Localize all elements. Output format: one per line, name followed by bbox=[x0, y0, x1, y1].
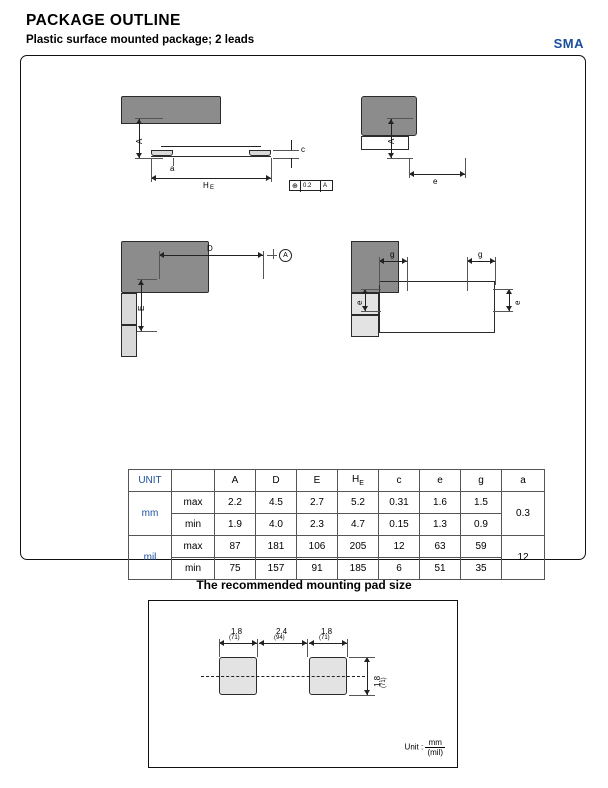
cell-mm-min-D: 4.0 bbox=[256, 514, 297, 536]
mount-dim-1-mil: (71) bbox=[229, 635, 240, 641]
cell-mil-max-g: 59 bbox=[461, 536, 502, 558]
dim-label-E: E bbox=[137, 305, 146, 311]
table-header-row bbox=[129, 470, 545, 492]
cell-mil-min-HE: 185 bbox=[338, 558, 379, 580]
unit-note-label: Unit : bbox=[404, 742, 424, 752]
table-row bbox=[129, 514, 545, 536]
col-HE bbox=[338, 470, 379, 492]
page-subtitle: Plastic surface mounted package; 2 leads bbox=[26, 34, 255, 46]
mount-dim-3-mil: (71) bbox=[319, 635, 330, 641]
end-view-drawing bbox=[361, 96, 501, 206]
cell-mm-max-A: 2.2 bbox=[215, 492, 256, 514]
side-view-drawing bbox=[121, 96, 328, 206]
dim-label-a: a bbox=[170, 164, 175, 173]
row-label-min-mm: min bbox=[172, 514, 215, 536]
dim-label-e-end: e bbox=[433, 177, 438, 186]
cell-mm-min-HE: 4.7 bbox=[338, 514, 379, 536]
mount-vert-dim-mm: 1.8 bbox=[373, 675, 382, 687]
bottom-view-pad-right bbox=[351, 315, 379, 337]
cell-mil-min-g: 35 bbox=[461, 558, 502, 580]
cell-mil-min-e: 51 bbox=[420, 558, 461, 580]
plan-view-drawing bbox=[121, 241, 311, 351]
col-HE-sub: E bbox=[359, 480, 364, 487]
dim-label-g-right: g bbox=[478, 250, 483, 259]
mount-dim-row bbox=[149, 601, 459, 661]
table-row bbox=[129, 558, 545, 580]
mount-dim-2-mm: 2.4 bbox=[276, 627, 288, 636]
cell-mil-max-D: 181 bbox=[256, 536, 297, 558]
unit-note bbox=[405, 738, 445, 757]
cell-mil-max-e: 63 bbox=[420, 536, 461, 558]
side-view-leadframe bbox=[151, 146, 271, 158]
bottom-view-outline bbox=[379, 281, 495, 333]
page-title: PACKAGE OUTLINE bbox=[26, 12, 181, 29]
dim-label-g-left: g bbox=[390, 250, 395, 259]
col-HE-main: H bbox=[352, 474, 360, 485]
mounting-pad-title: The recommended mounting pad size bbox=[196, 578, 412, 592]
col-c: c bbox=[379, 470, 420, 492]
col-blank bbox=[172, 470, 215, 492]
table-row bbox=[129, 492, 545, 514]
cell-mm-max-D: 4.5 bbox=[256, 492, 297, 514]
cell-mil-min-E: 91 bbox=[297, 558, 338, 580]
cell-mm-max-c: 0.31 bbox=[379, 492, 420, 514]
col-unit: UNIT bbox=[129, 470, 172, 492]
row-unit-mil: mil bbox=[129, 536, 172, 580]
dim-HE-line bbox=[151, 178, 271, 179]
row-unit-mm: mm bbox=[129, 492, 172, 536]
row-label-min-mil: min bbox=[172, 558, 215, 580]
unit-note-fraction bbox=[425, 738, 445, 757]
mounting-pad-box bbox=[148, 600, 458, 768]
package-code-label: SMA bbox=[553, 36, 584, 51]
tolerance-datum: A bbox=[323, 183, 328, 189]
cell-mm-min-g: 0.9 bbox=[461, 514, 502, 536]
datum-A-marker: A bbox=[279, 249, 292, 262]
cell-mil-max-HE: 205 bbox=[338, 536, 379, 558]
cell-mil-a: 12 bbox=[502, 536, 545, 580]
cell-mil-max-E: 106 bbox=[297, 536, 338, 558]
end-view-body bbox=[361, 96, 417, 136]
dim-label-D: D bbox=[207, 244, 213, 253]
cell-mil-min-c: 6 bbox=[379, 558, 420, 580]
unit-note-numerator: mm bbox=[425, 738, 445, 748]
cell-mm-min-c: 0.15 bbox=[379, 514, 420, 536]
col-D: D bbox=[256, 470, 297, 492]
cell-mm-min-E: 2.3 bbox=[297, 514, 338, 536]
dim-label-c: c bbox=[301, 145, 305, 154]
end-view-band bbox=[361, 136, 409, 150]
dim-label-A-end: A bbox=[387, 138, 396, 144]
tolerance-value: 0.2 bbox=[303, 183, 312, 189]
mount-vert-dim-mil: (71) bbox=[381, 677, 387, 688]
cell-mil-min-A: 75 bbox=[215, 558, 256, 580]
table-row bbox=[129, 536, 545, 558]
cell-mil-min-D: 157 bbox=[256, 558, 297, 580]
col-e: e bbox=[420, 470, 461, 492]
col-g: g bbox=[461, 470, 502, 492]
plan-view-lead-left bbox=[121, 293, 137, 325]
mount-dim-3-mm: 1.8 bbox=[321, 627, 333, 636]
col-A: A bbox=[215, 470, 256, 492]
row-label-max-mil: max bbox=[172, 536, 215, 558]
col-E: E bbox=[297, 470, 338, 492]
dim-label-A-side: A bbox=[135, 138, 144, 144]
dimensions-table bbox=[128, 469, 545, 580]
cell-mm-a: 0.3 bbox=[502, 492, 545, 536]
col-a: a bbox=[502, 470, 545, 492]
dim-label-HE-main: H bbox=[203, 181, 209, 190]
cell-mm-max-E: 2.7 bbox=[297, 492, 338, 514]
cell-mil-max-c: 12 bbox=[379, 536, 420, 558]
bottom-view-drawing bbox=[351, 241, 521, 351]
package-outline-box bbox=[20, 55, 586, 574]
plan-view-body bbox=[121, 241, 209, 293]
dim-label-e-right: e bbox=[513, 300, 522, 305]
row-label-max-mm: max bbox=[172, 492, 215, 514]
dim-label-HE-sub: E bbox=[210, 185, 215, 191]
cell-mm-min-e: 1.3 bbox=[420, 514, 461, 536]
cell-mil-max-A: 87 bbox=[215, 536, 256, 558]
mount-dim-1-mm: 1.8 bbox=[231, 627, 243, 636]
cell-mm-max-e: 1.6 bbox=[420, 492, 461, 514]
dim-label-e-left: e bbox=[355, 300, 364, 305]
tolerance-symbol: ⊕ bbox=[292, 183, 298, 190]
unit-note-denominator: (mil) bbox=[427, 748, 443, 757]
tolerance-frame bbox=[289, 180, 333, 191]
mount-dim-2-mil: (94) bbox=[274, 635, 285, 641]
mount-centerline bbox=[201, 676, 365, 677]
cell-mm-max-HE: 5.2 bbox=[338, 492, 379, 514]
cell-mm-min-A: 1.9 bbox=[215, 514, 256, 536]
plan-view-lead-right bbox=[121, 325, 137, 357]
cell-mm-max-g: 1.5 bbox=[461, 492, 502, 514]
